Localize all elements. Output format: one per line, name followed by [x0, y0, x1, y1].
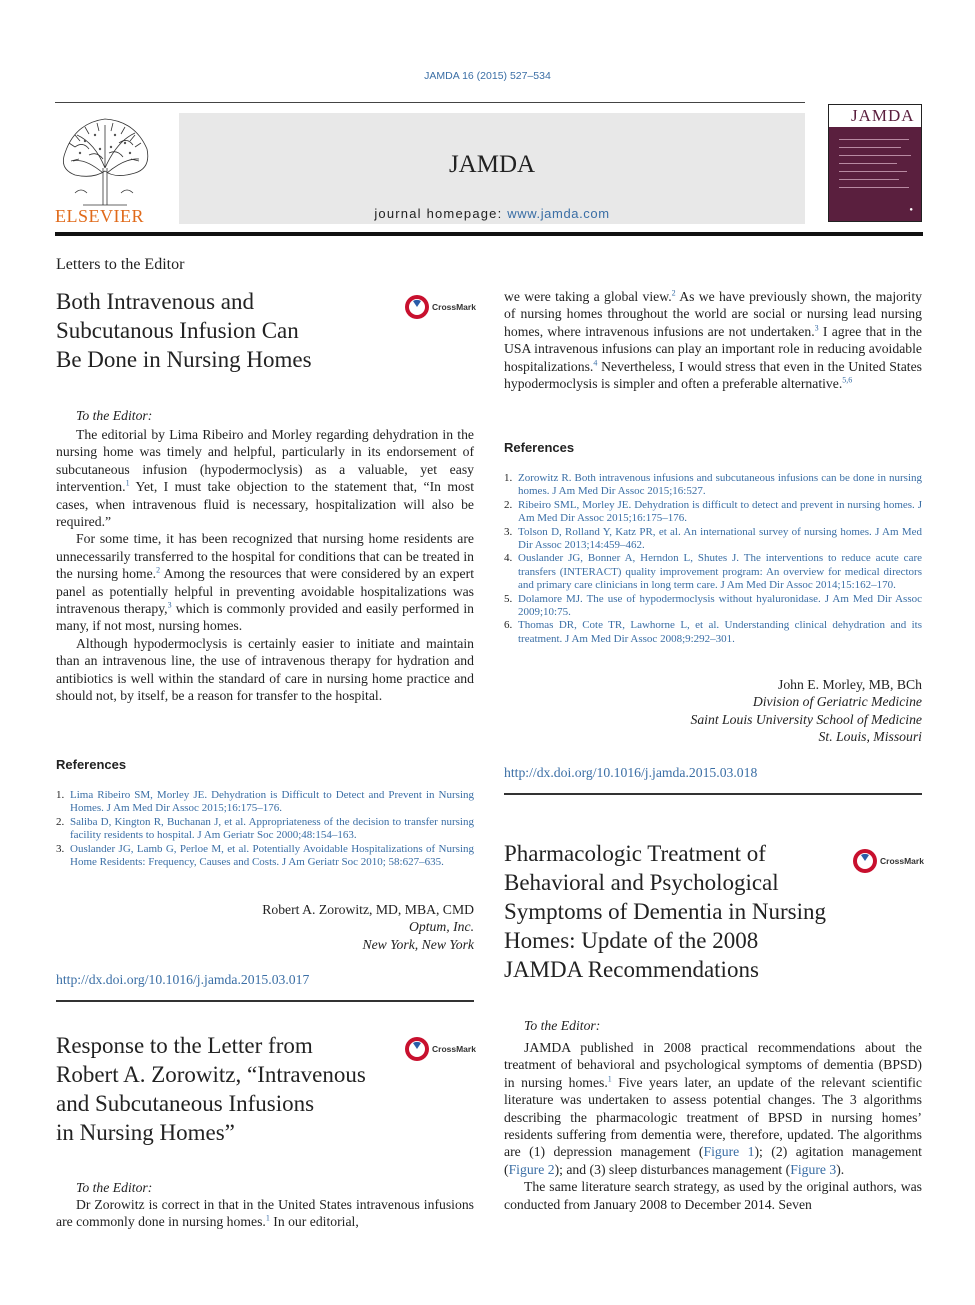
article1-body	[56, 408, 474, 705]
article-separator	[504, 793, 922, 795]
article2-body-start	[56, 1180, 474, 1231]
reference-item[interactable]: 4. Ouslander JG, Bonner A, Herndon L, Shutes J. The interventions to reduce acute care transfers (INTERACT) quality improvement program: An overview for medical directors and primary care clinicians in long term care. J Am Med Dir Assoc 2014;15:162–170.	[504, 552, 922, 592]
header-rule	[55, 102, 805, 103]
crossmark-icon[interactable]	[852, 846, 924, 876]
article2-salutation: To the Editor:	[76, 1180, 153, 1195]
homepage-label: journal homepage:	[374, 206, 503, 221]
citation-link[interactable]: 4	[593, 358, 598, 368]
article3-title: Pharmacologic Treatment of Behavioral and Psychological Symptoms of Dementia in Nursing Homes: Update of the 2008 JAMDA Recommendations	[504, 841, 826, 982]
article1-author: Robert A. Zorowitz, MD, MBA, CMD	[262, 902, 474, 917]
article1-references-heading: References	[56, 757, 127, 772]
figure-3-link[interactable]: Figure 3	[790, 1161, 837, 1177]
article2-reference-list	[504, 472, 922, 646]
crossmark-label: CrossMark	[432, 302, 476, 312]
citation-link[interactable]: 3	[167, 600, 172, 610]
reference-item[interactable]: 5. Dolamore MJ. The use of hypodermoclysis without hyaluronidase. J Am Med Dir Assoc 2009;10:75.	[504, 592, 922, 619]
article1-signature	[56, 901, 474, 953]
article2-references-heading: References	[504, 440, 575, 455]
article1-paragraph-1: The editorial by Lima Ribeiro and Morley regarding dehydration in the nursing home was timely and helpful, particularly in its endorsement of subcutaneous infusion (hypodermoclysis) as a valuable, yet easy intervention.$^1$ Yet, I must take objection to the statement that, “In most cases, when intravenous fluid is necessary, hospitalization will also be required.”	[56, 427, 474, 530]
article1-paragraph-3: Although hypodermoclysis is certainly easier to initiate and maintain than an intravenous line, the use of intravenous therapy for hydration and antibiotics is well within the standard of care in nursing home practice and should not, by itself, be a reason for transfer to the hospital.	[56, 635, 474, 704]
citation-link[interactable]: 3	[814, 323, 819, 333]
article2-department: Division of Geriatric Medicine	[752, 694, 922, 710]
article-separator	[56, 1000, 474, 1002]
article2-paragraph-1-cont: we were taking a global view.$^2$ As we have previously shown, the majority of nursing homes throughout the world are social or nursing lead nursing homes, where intravenous infusions are not undertaken.$^3$ I agree that in the USA intravenous infusions can play an important role in reducing avoidable hospitalizations.$^4$ Nevertheless, I would stress that even in the United States hypodermoclysis is simpler and often a preferable alternative.$^{5,6}$	[504, 288, 922, 392]
crossmark-label: CrossMark	[432, 1044, 476, 1054]
reference-item[interactable]: 2. Saliba D, Kington R, Buchanan J, et al. Appropriateness of the decision to transfer nursing facility residents to hospital. J Am Geriatr Soc 2000;48:154–163.	[56, 815, 474, 842]
article1-salutation: To the Editor:	[76, 408, 153, 423]
journal-homepage	[179, 206, 805, 221]
article2-paragraph-1: Dr Zorowitz is correct in that in the United States intravenous infusions are commonly done in nursing homes.$^1$ In our editorial,	[56, 1197, 474, 1230]
reference-item[interactable]: 3. Tolson D, Rolland Y, Katz PR, et al. An international survey of nursing homes. J Am Med Dir Assoc 2013;14:459–462.	[504, 525, 922, 552]
article3-body	[504, 1018, 922, 1213]
crossmark-icon[interactable]	[404, 292, 476, 322]
reference-item[interactable]: 1. Zorowitz R. Both intravenous infusions and subcutaneous infusions can be done in nursing homes. J Am Med Dir Assoc 2015;16:527.	[504, 472, 922, 498]
crossmark-icon[interactable]	[404, 1034, 476, 1064]
journal-citation[interactable]: JAMDA 16 (2015) 527–534	[424, 70, 551, 82]
article2-doi-link[interactable]: http://dx.doi.org/10.1016/j.jamda.2015.03.018	[504, 765, 758, 780]
cover-logo-icon: ●	[909, 207, 913, 213]
header-thick-rule	[55, 232, 923, 236]
cover-masthead	[829, 105, 921, 127]
elsevier-tree-logo	[55, 113, 155, 208]
article3-paragraph-2: The same literature search strategy, as used by the original authors, was conducted from January 2008 to December 2014. Seven	[504, 1179, 922, 1212]
citation-link[interactable]: 5,6	[842, 375, 853, 385]
article1-affiliation: Optum, Inc.	[408, 919, 474, 935]
article1-title: Both Intravenous and Subcutanous Infusion Can Be Done in Nursing Homes	[56, 289, 312, 372]
article1-reference-list	[56, 789, 474, 869]
article2-signature	[504, 676, 922, 746]
article1-paragraph-2: For some time, it has been recognized that nursing home residents are unnecessarily transferred to the hospital for conditions that can be treated in the nursing home.$^2$ Among the resources that were considered by an expert panel as potentially helpful in preventing avoidable hospitalizations was intravenous therapy,$^3$ which is commonly provided and easily performed in many, if not most, nursing homes.	[56, 531, 474, 634]
article3-paragraph-1: JAMDA published in 2008 practical recommendations about the treatment of behavioral and psychological symptoms of dementia (BPSD) in nursing homes.$^1$ Five years later, an update of the relevant scientific literature was undertaken to assess potential changes. The 3 algorithms describing the pharmacologic treatment of BPSD in nursing homes’ residents suffering from dementia were, therefore, updated. The algorithms are (1) depression management (Figure 1); (2) agitation management (Figure 2); and (3) sleep disturbances management (Figure 3).	[504, 1040, 923, 1177]
article1-location: New York, New York	[362, 936, 474, 952]
citation-link[interactable]: 2	[156, 565, 161, 575]
article2-body-continued	[504, 288, 922, 392]
citation-link[interactable]: 2	[671, 288, 676, 298]
article2-author: John E. Morley, MB, BCh	[778, 677, 922, 692]
section-label: Letters to the Editor	[56, 256, 185, 273]
article2-title: Response to the Letter from Robert A. Zorowitz, “Intravenous and Subcutaneous Infusions in Nursing Homes”	[56, 1033, 366, 1145]
journal-banner	[179, 113, 805, 224]
reference-item[interactable]: 6. Thomas DR, Cote TR, Lawhorne L, et al. Understanding clinical dehydration and its treatment. J Am Med Dir Assoc 2008;9:292–301.	[504, 619, 922, 645]
article2-institution: Saint Louis University School of Medicine	[690, 711, 922, 727]
citation-link[interactable]: 1	[125, 478, 130, 488]
figure-2-link[interactable]: Figure 2	[508, 1161, 555, 1177]
reference-item[interactable]: 3. Ouslander JG, Lamb G, Perloe M, et al. Potentially Avoidable Hospitalizations of Nursing Home Residents: Frequency, Causes and Costs. J Am Geriatr Soc 2010; 58:627–635.	[56, 842, 474, 869]
reference-item[interactable]: 2. Ribeiro SML, Morley JE. Dehydration is difficult to detect and prevent in nursing homes. J Am Med Dir Assoc 2015;16:175–176.	[504, 498, 922, 525]
crossmark-label: CrossMark	[880, 856, 924, 866]
journal-cover-thumbnail	[828, 104, 922, 222]
homepage-link[interactable]: www.jamda.com	[507, 206, 610, 221]
article1-doi-link[interactable]: http://dx.doi.org/10.1016/j.jamda.2015.03.017	[56, 972, 310, 987]
citation-link[interactable]: 1	[265, 1213, 270, 1223]
cover-title: JAMDA	[851, 106, 915, 125]
article2-location: St. Louis, Missouri	[818, 729, 922, 745]
publisher-wordmark: ELSEVIER	[55, 206, 144, 226]
journal-name: JAMDA	[448, 151, 536, 178]
figure-1-link[interactable]: Figure 1	[703, 1144, 755, 1160]
reference-item[interactable]: 1. Lima Ribeiro SM, Morley JE. Dehydration is Difficult to Detect and Prevent in Nursing Homes. J Am Med Dir Assoc 2015;16:175–176.	[56, 789, 474, 815]
article3-salutation: To the Editor:	[524, 1018, 601, 1033]
citation-link[interactable]: 1	[607, 1074, 612, 1084]
